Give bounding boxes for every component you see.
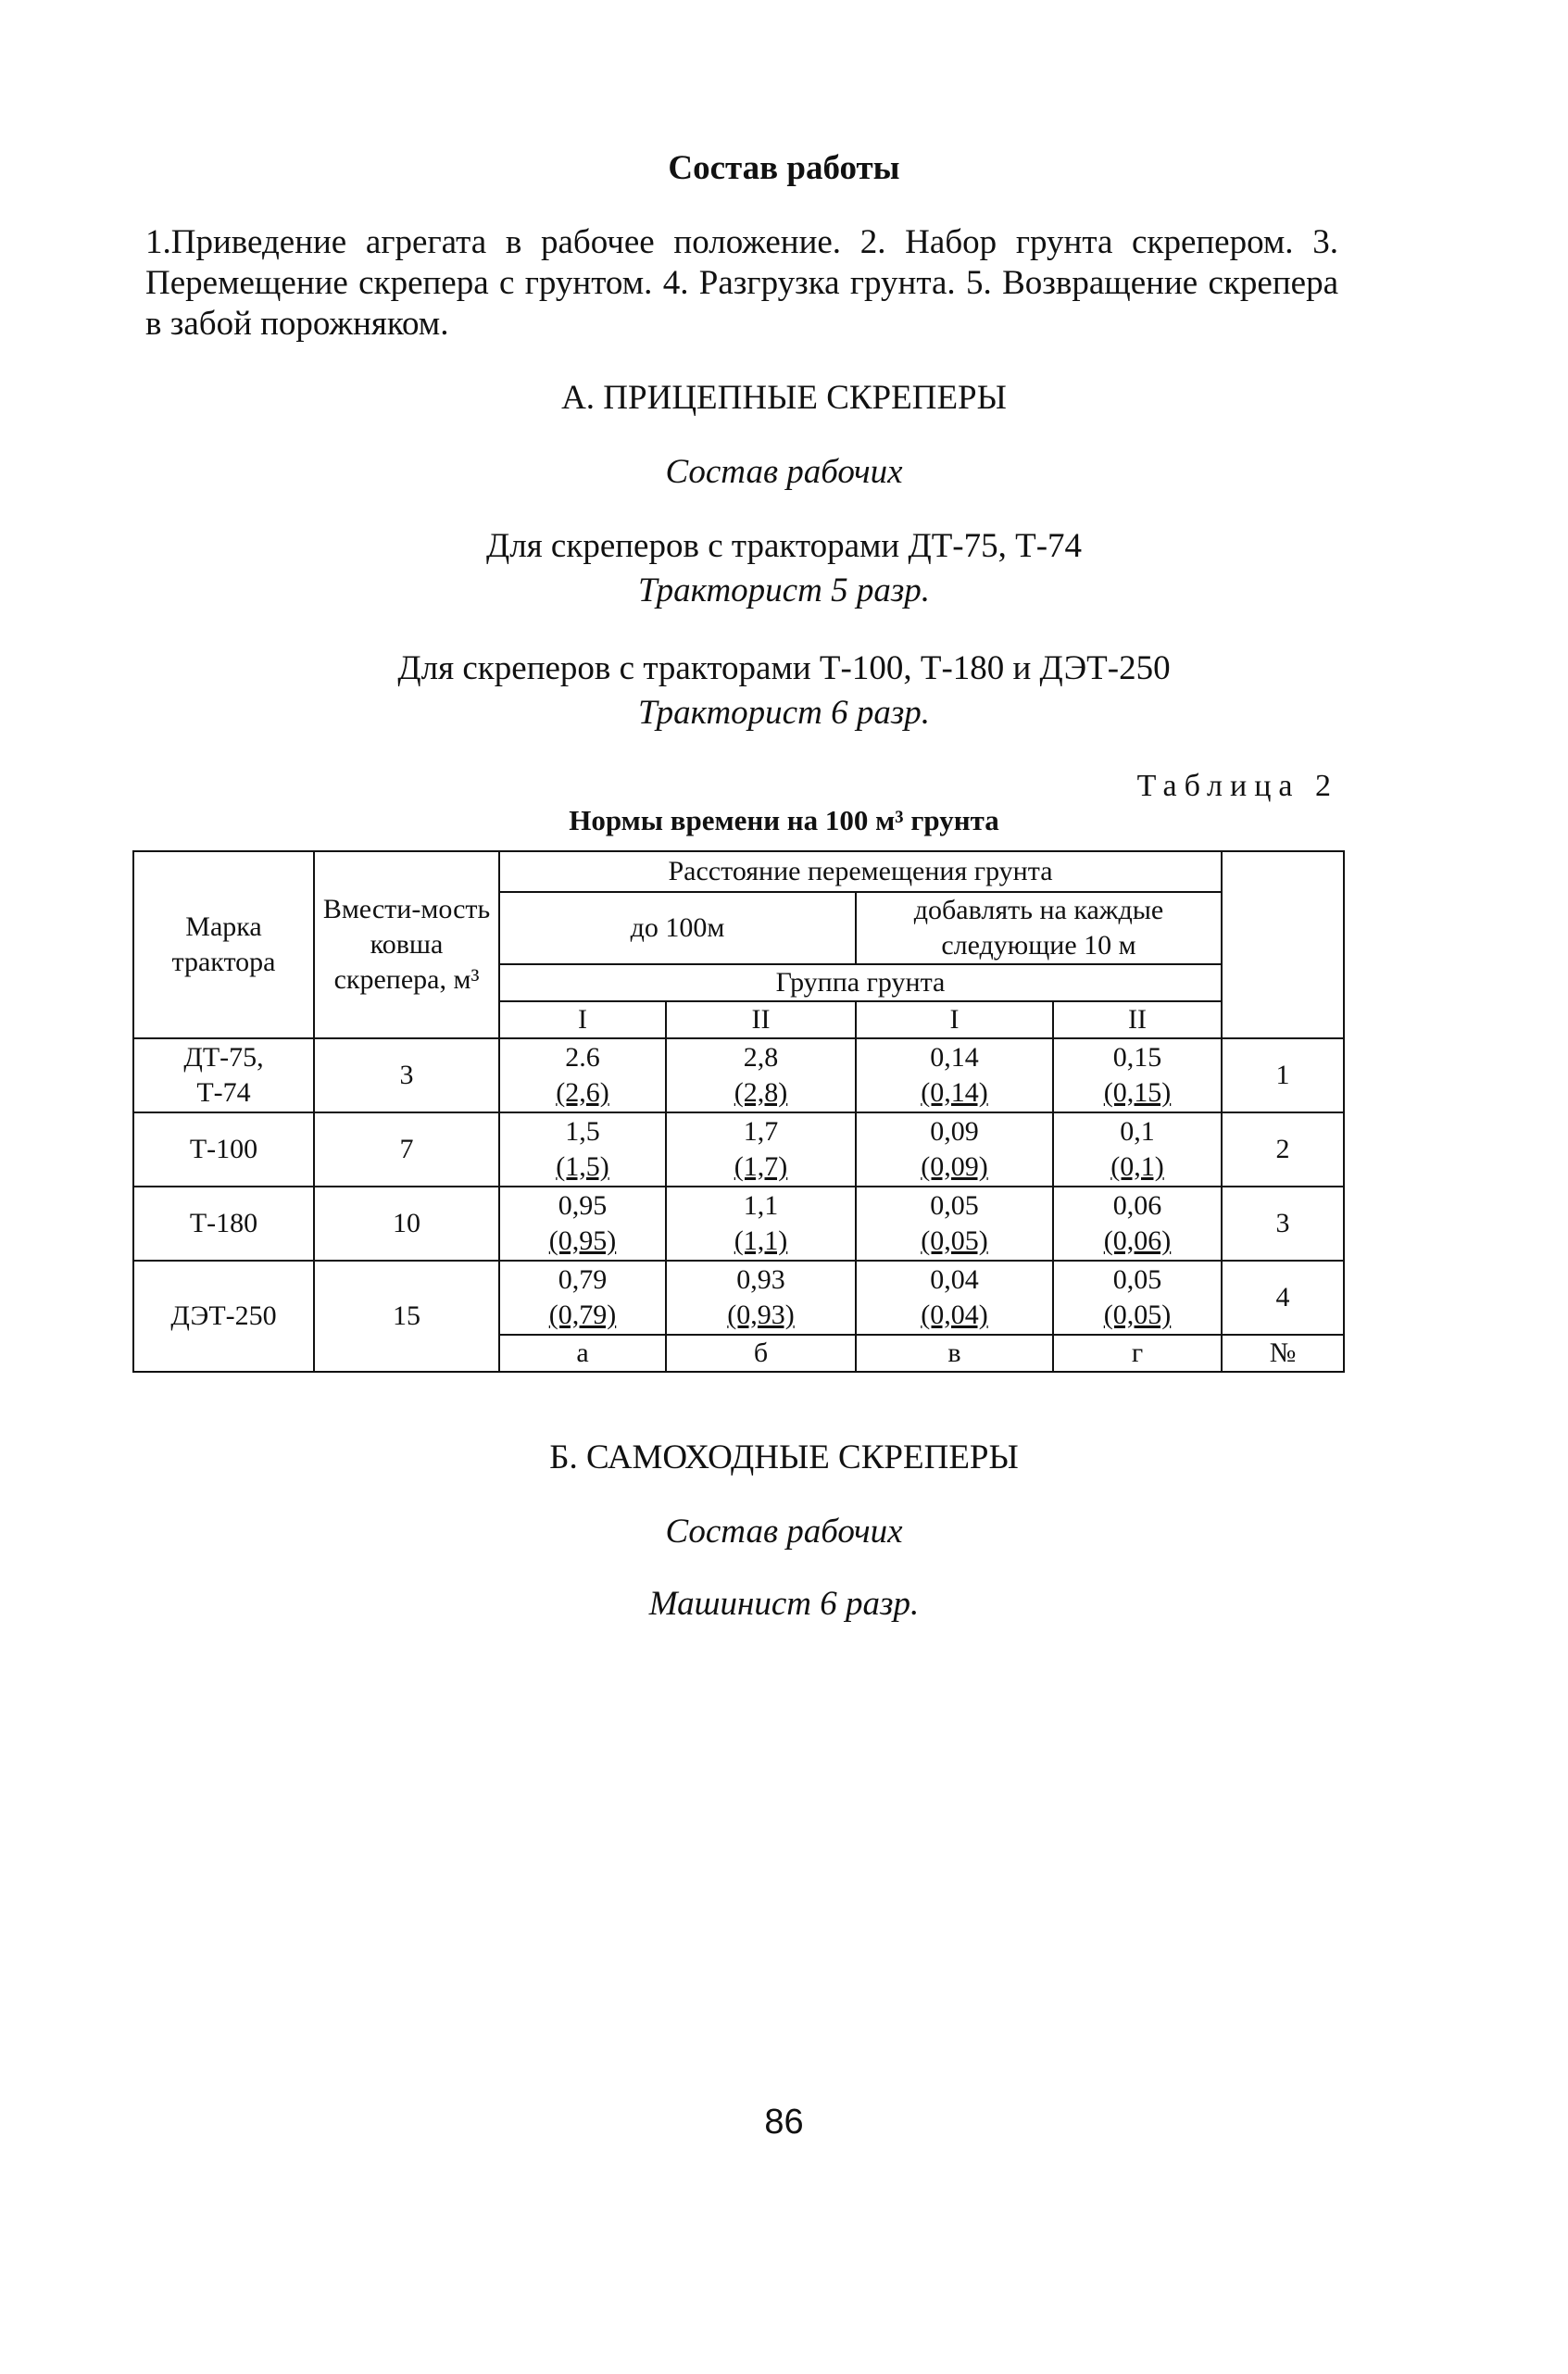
value: 0,95	[558, 1190, 608, 1221]
value: 0,05	[930, 1190, 979, 1221]
value-alt: (0,14)	[921, 1077, 988, 1108]
value-cell	[499, 1261, 666, 1335]
footer-col-a: а	[499, 1335, 666, 1372]
value: 0,1	[1120, 1116, 1155, 1147]
value-alt: (0,93)	[727, 1300, 795, 1330]
value-cell	[856, 1112, 1053, 1187]
value-cell	[1053, 1112, 1222, 1187]
footer-col-num: №	[1222, 1335, 1344, 1372]
value: 1,1	[743, 1190, 779, 1221]
capacity-cell: 3	[314, 1038, 499, 1112]
brand-line: Т-74	[196, 1077, 251, 1108]
brand-cell: ДЭТ-250	[133, 1261, 314, 1372]
value-alt: (0,06)	[1103, 1225, 1172, 1256]
header-brand: Марка трактора	[133, 851, 314, 1038]
part-a-group2-worker: Тракторист 6 разр.	[637, 694, 931, 732]
row-number: 1	[1222, 1038, 1344, 1112]
brand-cell	[133, 1038, 314, 1112]
value: 0,79	[558, 1264, 608, 1295]
value-alt: (1,7)	[734, 1151, 788, 1182]
table-title: Нормы времени на 100 м³ грунта	[569, 804, 999, 836]
value-alt: (0,1)	[1110, 1151, 1164, 1182]
brand-line: ДТ-75,	[183, 1042, 264, 1073]
value-alt: (0,15)	[1103, 1077, 1172, 1108]
header-group-3: I	[856, 1001, 1053, 1038]
value-cell	[666, 1038, 856, 1112]
header-to100: до 100м	[499, 892, 856, 964]
row-number: 3	[1222, 1187, 1344, 1261]
value-cell	[1053, 1261, 1222, 1335]
value: 0,14	[930, 1042, 979, 1073]
part-a-crew-heading: Состав рабочих	[665, 453, 903, 491]
footer-col-b: б	[666, 1335, 856, 1372]
row-number: 4	[1222, 1261, 1344, 1335]
header-distance: Расстояние перемещения грунта	[499, 851, 1222, 892]
footer-col-c: в	[856, 1335, 1053, 1372]
value-alt: (2,8)	[734, 1077, 788, 1108]
value: 0,15	[1112, 1042, 1162, 1073]
part-a-group1-label: Для скреперов с тракторами ДТ-75, Т-74	[485, 527, 1083, 565]
part-b-worker: Машинист 6 разр.	[648, 1585, 920, 1623]
capacity-cell: 15	[314, 1261, 499, 1372]
page-number: 86	[764, 2103, 804, 2142]
value-alt: (0,09)	[921, 1151, 988, 1182]
value-cell	[856, 1261, 1053, 1335]
part-b-title: Б. САМОХОДНЫЕ СКРЕПЕРЫ	[549, 1438, 1019, 1476]
value-alt: (0,05)	[1103, 1300, 1172, 1330]
value: 0,04	[930, 1264, 979, 1295]
value: 0,06	[1112, 1190, 1162, 1221]
value-cell	[666, 1187, 856, 1261]
value-alt: (1,5)	[556, 1151, 609, 1182]
part-a-group2-label: Для скреперов с тракторами Т-100, Т-180 и ДЭТ-250	[397, 649, 1171, 687]
value: 1,5	[565, 1116, 600, 1147]
value-cell	[666, 1112, 856, 1187]
value-cell	[499, 1112, 666, 1187]
capacity-cell: 10	[314, 1187, 499, 1261]
table-row	[133, 1038, 1344, 1112]
row-number: 2	[1222, 1112, 1344, 1187]
value-cell	[856, 1038, 1053, 1112]
table-caption: Таблица 2	[1136, 769, 1338, 803]
value: 0,93	[736, 1264, 785, 1295]
table-row	[133, 1261, 1344, 1335]
norms-table	[132, 850, 1345, 1373]
value-cell	[856, 1187, 1053, 1261]
part-a-title: А. ПРИЦЕПНЫЕ СКРЕПЕРЫ	[561, 379, 1007, 417]
capacity-cell: 7	[314, 1112, 499, 1187]
brand-cell: Т-100	[133, 1112, 314, 1187]
value-alt: (1,1)	[734, 1225, 788, 1256]
value: 0,09	[930, 1116, 979, 1147]
value-cell	[499, 1038, 666, 1112]
header-add-each: добавлять на каждые следующие 10 м	[856, 892, 1222, 964]
brand-cell: Т-180	[133, 1187, 314, 1261]
part-b-crew-heading: Состав рабочих	[665, 1513, 903, 1551]
value-cell	[1053, 1038, 1222, 1112]
header-capacity: Вмести-мость ковша скрепера, м³	[314, 851, 499, 1038]
value: 2.6	[565, 1042, 600, 1073]
table-row	[133, 1112, 1344, 1187]
header-soil-group: Группа грунта	[499, 964, 1222, 1001]
value-alt: (0,95)	[548, 1225, 617, 1256]
value: 0,05	[1112, 1264, 1162, 1295]
value-alt: (0,05)	[921, 1225, 988, 1256]
value-cell	[666, 1261, 856, 1335]
section-title: Состав работы	[668, 149, 900, 187]
value-cell	[1053, 1187, 1222, 1261]
work-steps-paragraph: 1.Приведение агрегата в рабочее положение. 2. Набор грунта скрепером. 3. Перемещение скрепера с грунтом. 4. Разгрузка грунта. 5. Возвращение скрепера в забой порожняком.	[145, 223, 1338, 343]
value-alt: (0,79)	[548, 1300, 617, 1330]
value-alt: (0,04)	[921, 1300, 988, 1330]
header-group-1: I	[499, 1001, 666, 1038]
footer-col-d: г	[1053, 1335, 1222, 1372]
value: 1,7	[743, 1116, 779, 1147]
part-a-group1-worker: Тракторист 5 разр.	[637, 572, 931, 609]
value-cell	[499, 1187, 666, 1261]
table-row	[133, 1187, 1344, 1261]
value: 2,8	[743, 1042, 779, 1073]
header-group-4: II	[1053, 1001, 1222, 1038]
value-alt: (2,6)	[556, 1077, 609, 1108]
header-group-2: II	[666, 1001, 856, 1038]
header-num-blank	[1222, 851, 1344, 1038]
